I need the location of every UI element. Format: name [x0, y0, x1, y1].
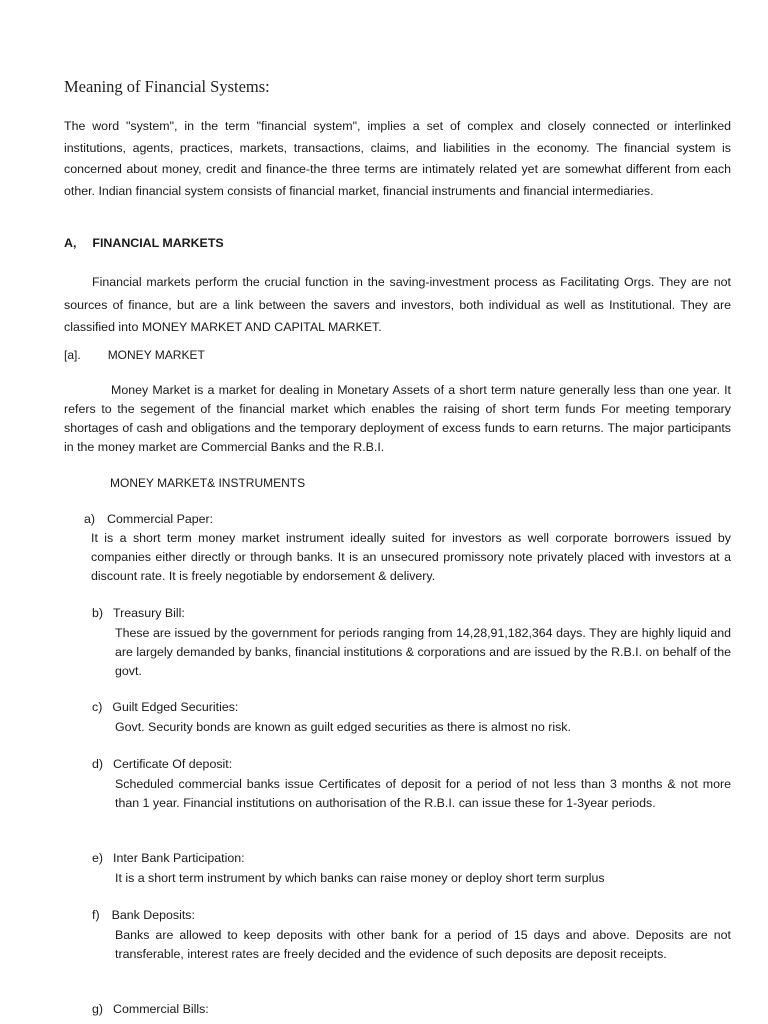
section-a-title: FINANCIAL MARKETS — [92, 236, 224, 250]
instrument-title-d — [92, 757, 232, 771]
page-title: Meaning of Financial Systems: — [64, 77, 270, 96]
instrument-text-f: Banks are allowed to keep deposits with other bank for a period of 15 days and above. Deposits are not transferable, interest rates are freely decided and the evidence of such deposits are deposit receipts. — [115, 928, 731, 961]
instrument-title-a — [84, 512, 213, 526]
money-market-text: Money Market is a market for dealing in Monetary Assets of a short term nature generally less than one year. It refers to the segement of the financial market which enables the raising of short term funds For meeting temporary shortages of cash and obligations and the temporary deployment of excess funds to earn returns. The major participants in the money market are Commercial Banks and the R.B.I. — [64, 383, 731, 454]
instrument-title: Treasury Bill: — [113, 606, 185, 620]
instrument-title: Commercial Paper: — [107, 512, 214, 526]
section-a-marker: A, — [64, 236, 77, 250]
intro-paragraph: The word "system", in the term "financial system", implies a set of complex and closely connected or interlinked institutions, agents, practices, markets, transactions, claims, and liabilities in the economy. The financial system is concerned about money, credit and finance-the three terms are intimately related yet are somewhat different from each other. Indian financial system consists of financial market, financial instruments and financial intermediaries. — [64, 119, 731, 198]
instrument-label: d) — [92, 757, 104, 771]
subsection-a-title: MONEY MARKET — [107, 348, 205, 362]
instrument-label: f) — [92, 908, 100, 922]
instrument-text-b: These are issued by the government for periods ranging from 14,28,91,182,364 days. They are highly liquid and are largely demanded by banks, financial institutions & corporations and are issued by the R.B.I. on behalf of the govt. — [115, 626, 731, 678]
instrument-title-c — [92, 700, 238, 714]
instrument-label: g) — [92, 1002, 104, 1016]
section-a-heading — [64, 236, 224, 250]
subsection-a-marker: [a]. — [64, 348, 81, 362]
instrument-title-b — [92, 606, 185, 620]
instrument-title: Commercial Bills: — [113, 1002, 209, 1016]
instrument-label: c) — [92, 700, 103, 714]
financial-markets-text: Financial markets perform the crucial function in the saving-investment process as Facilitating Orgs. They are not sources of finance, but are a link between the savers and investors, both individual as well as Institutional. They are classified into MONEY MARKET AND CAPITAL MARKET. — [64, 275, 731, 334]
instrument-label: a) — [84, 512, 96, 526]
money-market-paragraph — [64, 381, 731, 457]
instrument-title-g — [92, 1002, 209, 1016]
instrument-label: e) — [92, 851, 104, 865]
instrument-title: Guilt Edged Securities: — [112, 700, 239, 714]
instrument-title: Bank Deposits: — [111, 908, 195, 922]
instruments-heading: MONEY MARKET& INSTRUMENTS — [110, 476, 306, 490]
subsection-a-heading — [64, 348, 205, 362]
instrument-title: Certificate Of deposit: — [113, 757, 233, 771]
instrument-title-f — [92, 908, 195, 922]
instrument-text-c: Govt. Security bonds are known as guilt edged securities as there is almost no risk. — [115, 720, 571, 734]
instrument-text-a: It is a short term money market instrument ideally suited for investors as well corporate borrowers issued by companies either directly or through banks. It is an unsecured promissory note privately placed with investors at a discount rate. It is freely negotiable by endorsement & delivery. — [91, 531, 731, 583]
instrument-label: b) — [92, 606, 104, 620]
instrument-text-e: It is a short term instrument by which banks can raise money or deploy short term surplus — [115, 871, 605, 885]
instrument-title: Inter Bank Participation: — [113, 851, 245, 865]
instrument-text-d: Scheduled commercial banks issue Certificates of deposit for a period of not less than 3 months & not more than 1 year. Financial institutions on authorisation of the R.B.I. can issue these for 1-3year periods. — [115, 777, 731, 810]
instrument-title-e — [92, 851, 245, 865]
financial-markets-paragraph — [64, 271, 731, 339]
